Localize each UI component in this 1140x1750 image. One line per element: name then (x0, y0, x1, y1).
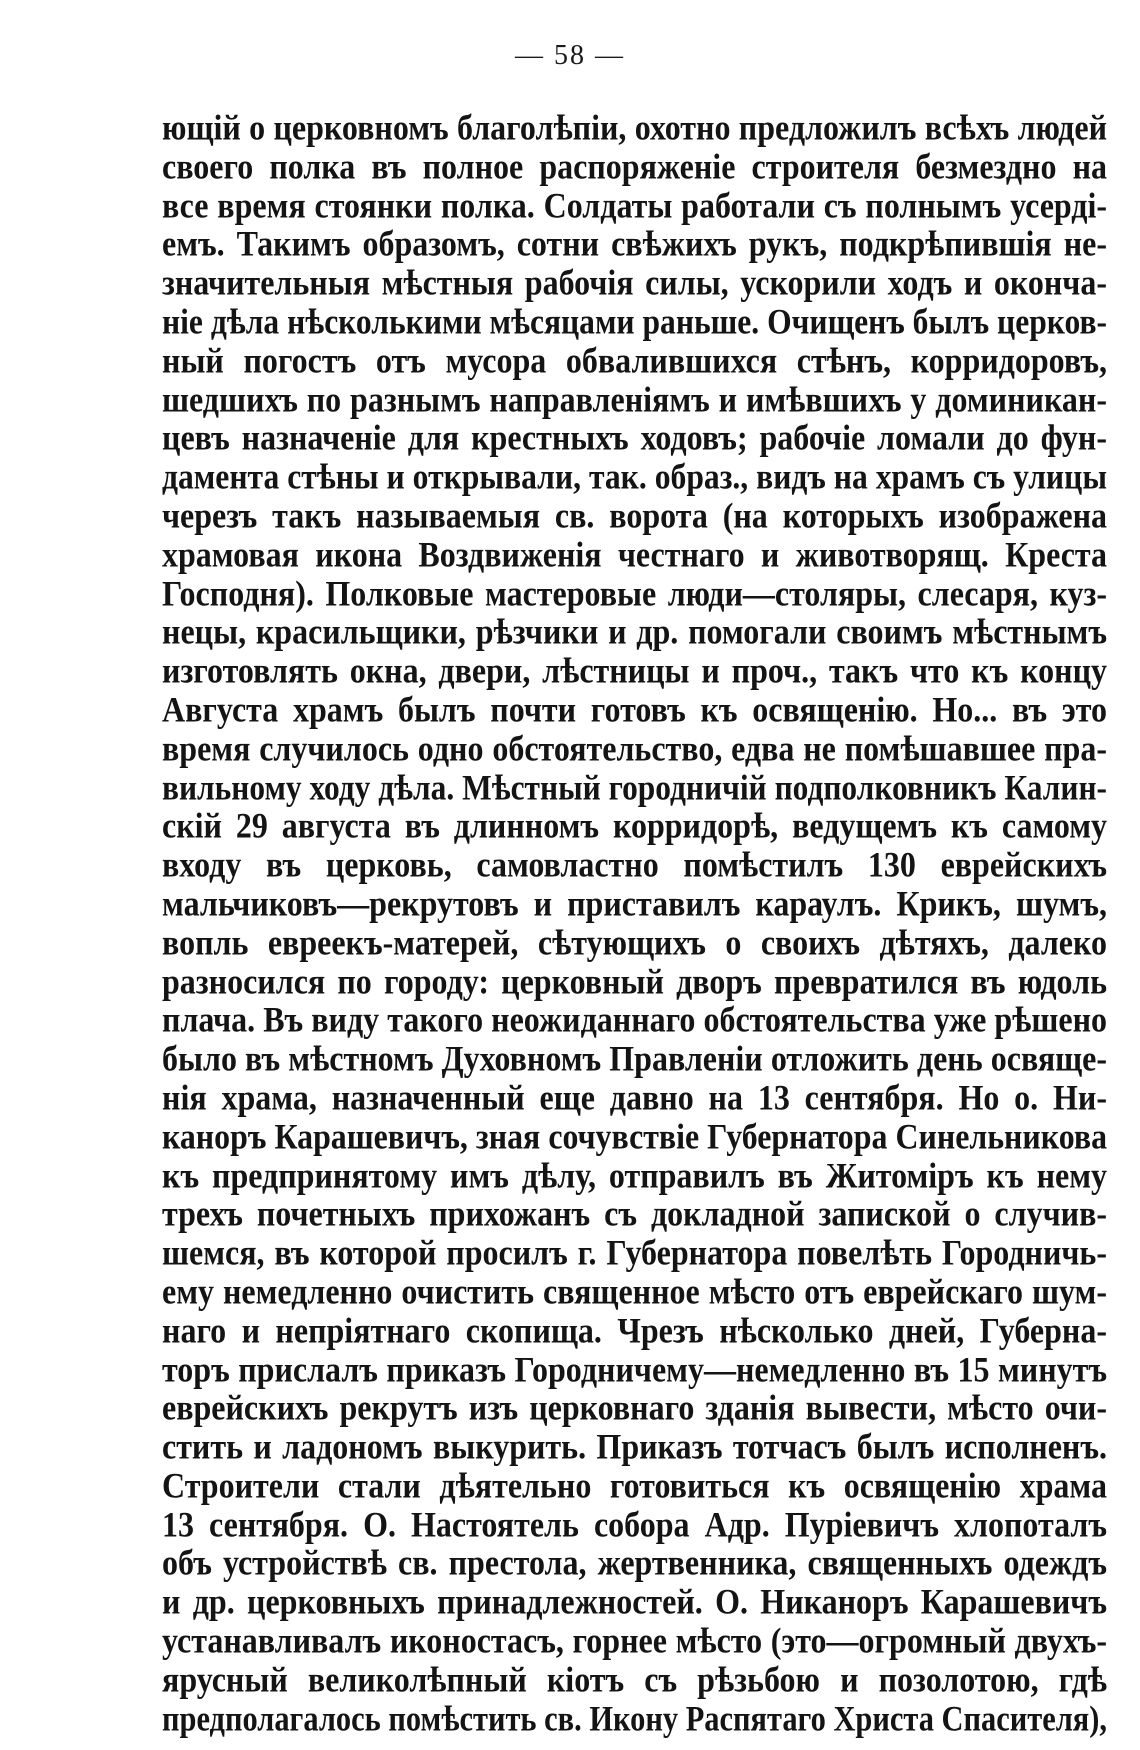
text-line-29: трехъ почетныхъ прихожанъ съ докладной запиской о случив- (162, 1193, 1107, 1234)
text-line-36: Строители стали дѣятельно готовиться къ освященію храма (162, 1464, 1107, 1506)
text-line-11: черезъ такъ называемыя св. ворота (на которыхъ изображена (162, 494, 1107, 536)
text-line-2: своего полка въ полное распоряженіе строителя безмездно на (162, 145, 1107, 186)
text-line-23: разносился по городу: церковный дворъ превратился въ юдоль (162, 960, 1107, 1001)
text-line-12: храмовая икона Воздвиженія честнаго и животворящ. Креста (162, 533, 1107, 574)
text-line-25: было въ мѣстномъ Духовномъ Правленіи отложить день освяще- (162, 1037, 1107, 1079)
text-line-8: шедшихъ по разнымъ направленіямъ и имѣвшихъ у доминикан- (162, 378, 1107, 419)
text-line-37: 13 сентября. О. Настоятель собора Адр. Пуріевичъ хлопоталъ (162, 1503, 1107, 1544)
text-line-40: устанавливалъ иконостасъ, горнее мѣсто (это—огромный двухъ- (162, 1619, 1107, 1661)
body-text (162, 108, 1107, 1737)
text-line-13: Господня). Полковые мастеровые люди—столяры, слесаря, куз- (162, 572, 1107, 613)
text-line-17: время случилось одно обстоятельство, едва не помѣшавшее пра- (162, 727, 1107, 768)
text-line-5: значительныя мѣстныя рабочія силы, ускорили ходъ и оконча- (162, 261, 1107, 303)
text-line-21: мальчиковъ—рекрутовъ и приставилъ караулъ. Крикъ, шумъ, (162, 882, 1107, 924)
text-line-33: торъ прислалъ приказъ Городничему—немедленно въ 15 минутъ (162, 1348, 1107, 1389)
text-line-19: скій 29 августа въ длинномъ корридорѣ, ведущемъ къ самому (162, 805, 1107, 846)
text-line-3: все время стоянки полка. Солдаты работали съ полнымъ усерді- (162, 184, 1107, 225)
text-line-28: къ предпринятому имъ дѣлу, отправилъ въ Житоміръ къ нему (162, 1154, 1107, 1195)
text-line-24: плача. Въ виду такого неожиданнаго обстоятельства уже рѣшено (162, 999, 1107, 1040)
text-line-9: цевъ назначеніе для крестныхъ ходовъ; рабочіе ломали до фун- (162, 417, 1107, 458)
text-line-18: вильному ходу дѣла. Мѣстный городничій подполковникъ Калин- (162, 766, 1107, 807)
text-line-42: предполагалось помѣстить св. Икону Распятаго Христа Спасителя), (162, 1697, 1107, 1738)
text-line-38: объ устройствѣ св. престола, жертвенника, священныхъ одеждъ (162, 1542, 1107, 1583)
page-number: — 58 — (515, 40, 625, 71)
text-line-39: и др. церковныхъ принадлежностей. О. Никаноръ Карашевичъ (162, 1581, 1107, 1622)
text-line-27: каноръ Карашевичъ, зная сочувствіе Губернатора Синельникова (162, 1115, 1107, 1156)
text-line-30: шемся, въ которой просилъ г. Губернатора повелѣть Городничь- (162, 1231, 1107, 1273)
text-line-4: емъ. Такимъ образомъ, сотни свѣжихъ рукъ, подкрѣпившія не- (162, 223, 1107, 264)
text-line-41: ярусный великолѣпный кіотъ съ рѣзьбою и позолотою, гдѣ (162, 1658, 1107, 1699)
text-line-26: нія храма, назначенный еще давно на 13 сентября. Но о. Ни- (162, 1076, 1107, 1118)
text-line-14: нецы, красильщики, рѣзчики и др. помогали своимъ мѣстнымъ (162, 611, 1107, 652)
text-line-32: наго и непріятнаго скопища. Чрезъ нѣсколько дней, Губерна- (162, 1309, 1107, 1350)
text-line-7: ный погостъ отъ мусора обвалившихся стѣнъ, корридоровъ, (162, 339, 1107, 380)
text-line-1: ющій о церковномъ благолѣпіи, охотно предложилъ всѣхъ людей (162, 106, 1107, 148)
text-line-34: еврейскихъ рекрутъ изъ церковнаго зданія вывести, мѣсто очи- (162, 1387, 1107, 1428)
text-line-31: ему немедленно очистить священное мѣсто отъ еврейскаго шум- (162, 1270, 1107, 1312)
text-line-16: Августа храмъ былъ почти готовъ къ освященію. Но... въ это (162, 688, 1107, 730)
text-line-35: стить и ладономъ выкурить. Приказъ тотчасъ былъ исполненъ. (162, 1425, 1107, 1467)
text-line-20: входу въ церковь, самовластно помѣстилъ 130 еврейскихъ (162, 843, 1107, 885)
text-line-10: дамента стѣны и открывали, так. образ., видъ на храмъ съ улицы (162, 455, 1107, 497)
text-line-22: вопль евреекъ-матерей, сѣтующихъ о своихъ дѣтяхъ, далеко (162, 921, 1107, 962)
text-line-15: изготовлять окна, двери, лѣстницы и проч., такъ что къ концу (162, 649, 1107, 691)
text-line-6: ніе дѣла нѣсколькими мѣсяцами раньше. Очищенъ былъ церков- (162, 300, 1107, 342)
